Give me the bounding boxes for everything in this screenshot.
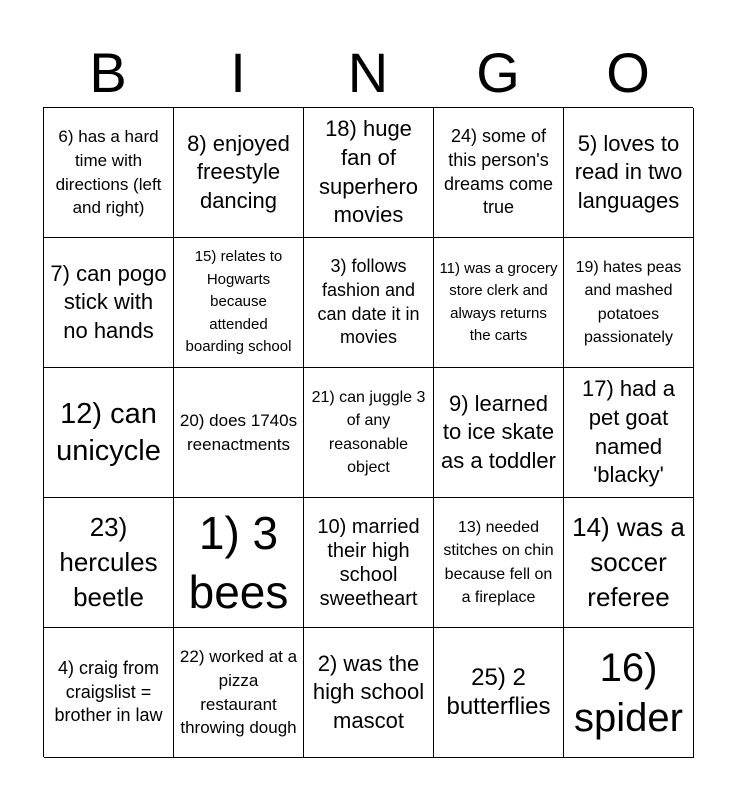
bingo-cell[interactable]: [174, 108, 304, 238]
bingo-cell[interactable]: [44, 108, 174, 238]
bingo-header: [43, 40, 693, 106]
header-letter-i: I: [230, 41, 246, 104]
bingo-cell[interactable]: [564, 368, 694, 498]
bingo-cell-text: 16) spider: [574, 645, 683, 740]
bingo-cell-text: 5) loves to read in two languages: [574, 130, 683, 213]
bingo-cell[interactable]: [44, 238, 174, 368]
bingo-cell[interactable]: [564, 108, 694, 238]
header-letter-n: N: [347, 41, 389, 104]
bingo-cell-text: 6) has a hard time with directions (left and right): [55, 126, 162, 218]
bingo-cell[interactable]: [434, 238, 564, 368]
bingo-cell[interactable]: [174, 238, 304, 368]
bingo-cell[interactable]: [564, 628, 694, 758]
bingo-cell-text: 22) worked at a pizza restaurant throwing dough: [179, 646, 298, 738]
bingo-cell[interactable]: [304, 498, 434, 628]
bingo-cell-text: 2) was the high school mascot: [312, 650, 425, 733]
bingo-cell-text: 3) follows fashion and can date it in movies: [317, 255, 420, 348]
bingo-cell-text: 7) can pogo stick with no hands: [50, 260, 167, 343]
bingo-cell-text: 4) craig from craigslist = brother in law: [54, 657, 163, 726]
bingo-cell[interactable]: [44, 368, 174, 498]
bingo-cell-text: 15) relates to Hogwarts because attended boarding school: [185, 248, 292, 356]
header-letter-o: O: [606, 41, 650, 104]
bingo-cell-text: 25) 2 butterflies: [446, 663, 551, 720]
bingo-cell[interactable]: [434, 628, 564, 758]
bingo-cell-text: 23) hercules beetle: [59, 511, 158, 613]
bingo-cell[interactable]: [564, 498, 694, 628]
bingo-cell-text: 9) learned to ice skate as a toddler: [441, 390, 556, 473]
bingo-cell-text: 21) can juggle 3 of any reasonable object: [311, 389, 426, 476]
bingo-cell-text: 12) can unicycle: [56, 398, 161, 467]
bingo-cell[interactable]: [304, 628, 434, 758]
bingo-cell[interactable]: [174, 628, 304, 758]
bingo-cell[interactable]: [304, 108, 434, 238]
header-letter-g: G: [476, 41, 520, 104]
bingo-cell-free[interactable]: [174, 498, 304, 628]
bingo-cell[interactable]: [434, 108, 564, 238]
bingo-cell[interactable]: [44, 498, 174, 628]
bingo-cell-text: 18) huge fan of superhero movies: [318, 116, 419, 228]
bingo-card-grid: [43, 107, 693, 757]
bingo-cell-text: 11) was a grocery store clerk and always returns the carts: [439, 259, 558, 344]
bingo-cell-text: 13) needed stitches on chin because fell on a fireplace: [443, 519, 554, 606]
bingo-cell-text: 17) had a pet goat named 'blacky': [582, 376, 675, 488]
bingo-cell[interactable]: [564, 238, 694, 368]
bingo-cell-text: 24) some of this person's dreams come true: [443, 125, 554, 218]
bingo-cell[interactable]: [434, 498, 564, 628]
bingo-cell[interactable]: [174, 368, 304, 498]
bingo-cell[interactable]: [434, 368, 564, 498]
header-letter-b: B: [89, 41, 127, 104]
bingo-cell-text: 20) does 1740s reenactments: [179, 410, 298, 454]
bingo-cell[interactable]: [304, 368, 434, 498]
bingo-cell-text: 14) was a soccer referee: [572, 511, 685, 613]
bingo-cell-text: 19) hates peas and mashed potatoes passionately: [575, 259, 682, 346]
bingo-cell-text: 10) married their high school sweetheart: [317, 515, 420, 610]
bingo-cell[interactable]: [304, 238, 434, 368]
bingo-cell-text: 8) enjoyed freestyle dancing: [187, 130, 290, 213]
bingo-cell-text: 1) 3 bees: [188, 506, 289, 618]
bingo-cell[interactable]: [44, 628, 174, 758]
